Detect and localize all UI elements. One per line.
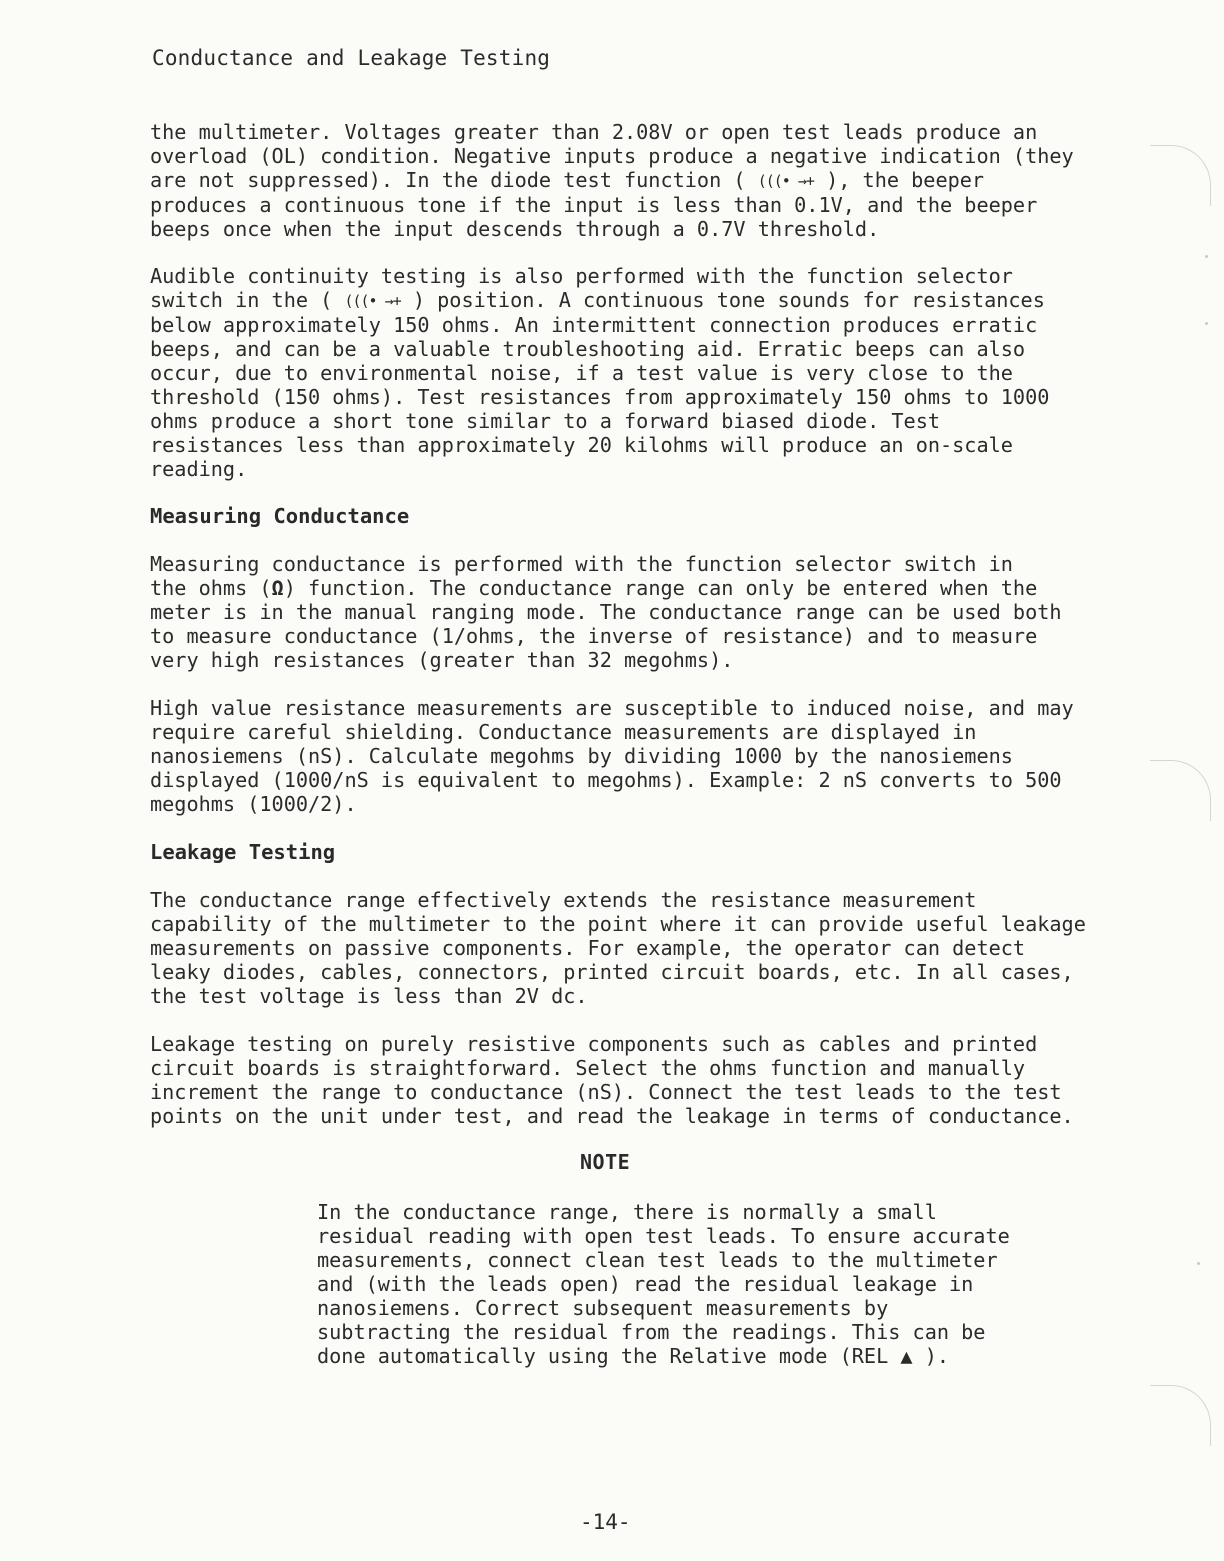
page-number: -14- (580, 1510, 631, 1534)
paragraph-text: ) position. A continuous tone sounds for resistances below approximately 150 ohms. An intermittent connection produces erratic beeps, and can be a valuable troubleshooting aid. Erratic beeps can also occur, due to environmental noise, if a test value is very close to the threshold (150 ohms). Test resistances from approximately 150 ohms to 1000 ohms produce a short tone similar to a forward biased diode. Test resistances less than approximately 20 kilohms will produce an on-scale reading. (150, 288, 1050, 481)
paragraph-leakage-capability: The conductance range effectively extends the resistance measurement capability of the multimeter to the point where it can provide useful leakage measurements on passive components. For example, the operator can detect leaky diodes, cables, connectors, printed circuit boards, etc. In all cases, the test voltage is less than 2V dc. (150, 888, 1086, 1008)
paragraph-high-value-resistance: High value resistance measurements are susceptible to induced noise, and may require careful shielding. Conductance measurements are displayed in nanosiemens (nS). Calculate megohms by dividing 1000 by the nanosiemens displayed (1000/nS is equivalent to megohms). Example: 2 nS converts to 500 megohms (1000/2). (150, 696, 1074, 816)
note-text: ). (912, 1344, 950, 1368)
ohm-symbol: Ω (271, 576, 284, 600)
running-head: Conductance and Leakage Testing (152, 46, 551, 70)
paper-speck (1205, 322, 1208, 325)
paragraph-text: ) function. The conductance range can only be entered when the meter is in the manual ranging mode. The conductance range can be used both to measure conductance (1/ohms, the inverse of resistance) and to measure very high resistances (greater than 32 megohms). (150, 576, 1062, 672)
paragraph-text: ), the beeper produces a continuous tone if the input is less than 0.1V, and the beeper beeps once when the input descends through a 0.7V threshold. (150, 168, 1038, 241)
note-body (317, 1200, 1037, 1368)
note-heading: NOTE (580, 1150, 631, 1174)
paragraph-continuity (150, 264, 1080, 481)
note-text: In the conductance range, there is normally a small residual reading with open test leads. To ensure accurate measurements, connect clean test leads to the multimeter and (with the leads open) read the residual leakage in nanosiemens. Correct subsequent measurements by subtracting the residual from the readings. This can be done automatically using the Relative mode (REL (317, 1200, 1010, 1368)
paragraph-diode-test (150, 120, 1080, 241)
paragraph-text: the multimeter. Voltages greater than 2.08V or open test leads produce an overload (OL) condition. Negative inputs produce a negative indication (they are not suppressed). In the diode test function ( (150, 120, 1074, 192)
paragraph-measuring-conductance (150, 552, 1080, 672)
paragraph-leakage-procedure: Leakage testing on purely resistive components such as cables and printed circuit boards is straightforward. Select the ohms function and manually increment the range to conductance (nS). Connect the test leads to the test points on the unit under test, and read the leakage in terms of conductance. (150, 1032, 1074, 1128)
paragraph-text: Audible continuity testing is also performed with the function selector switch in the ( (150, 264, 1013, 312)
paper-speck (1197, 1262, 1200, 1265)
paragraph-text: Measuring conductance is performed with the function selector switch in the ohms ( (150, 552, 1013, 600)
binder-hole-mark (1150, 760, 1211, 821)
binder-hole-mark (1150, 145, 1211, 206)
delta-symbol: ▲ (900, 1344, 913, 1368)
binder-hole-mark (1150, 1385, 1211, 1446)
beeper-diode-symbol: (((• →+ (757, 172, 814, 190)
section-heading-leakage-testing: Leakage Testing (150, 840, 336, 864)
section-heading-measuring-conductance: Measuring Conductance (150, 504, 410, 528)
beeper-diode-symbol: (((• →+ (344, 292, 401, 310)
paper-speck (1205, 255, 1208, 258)
